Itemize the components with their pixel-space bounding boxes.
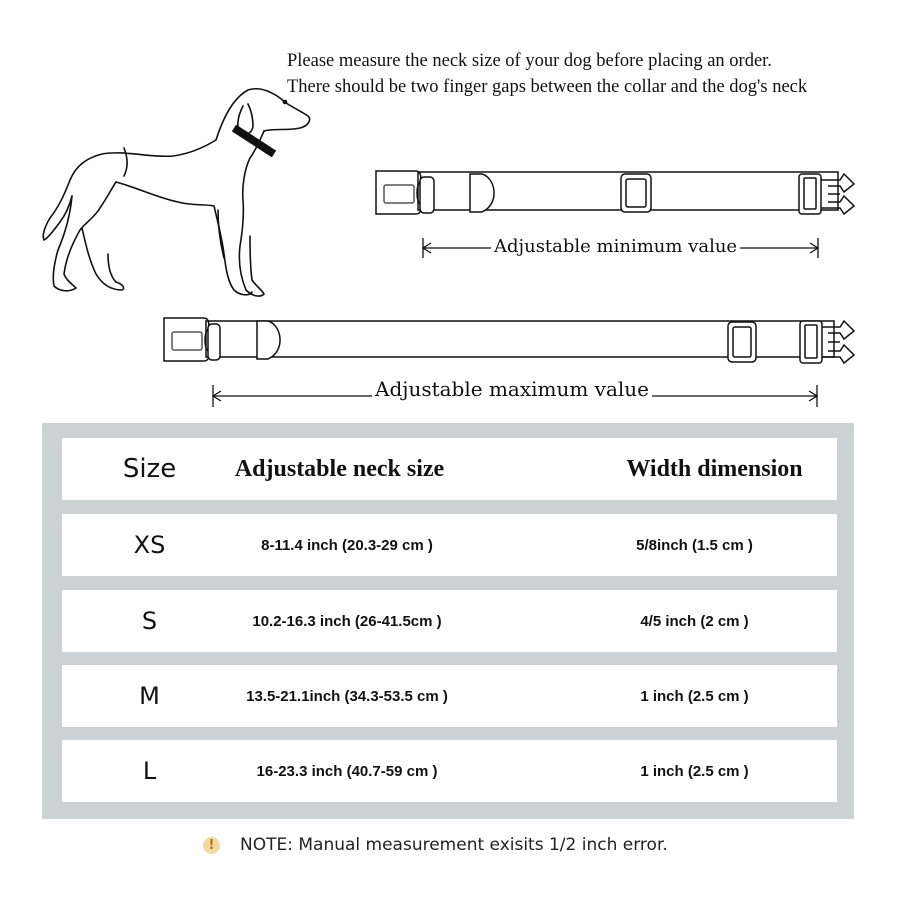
width-l: 1 inch (2.5 cm )	[640, 762, 749, 780]
exclamation-icon: !	[203, 837, 220, 854]
table-row	[62, 590, 837, 652]
size-table	[42, 423, 854, 819]
size-s: S	[141, 607, 158, 635]
width-xs: 5/8inch (1.5 cm )	[636, 536, 753, 554]
instructions	[287, 48, 807, 100]
header-neck-size: Adjustable neck size	[234, 455, 445, 482]
header-size: Size	[122, 454, 177, 484]
collar-min-label: Adjustable minimum value	[491, 236, 740, 257]
note-text: NOTE: Manual measurement exisits 1/2 inch error.	[240, 835, 668, 855]
dog-illustration-icon	[38, 78, 318, 308]
table-row	[62, 740, 837, 802]
table-row	[62, 514, 837, 576]
width-s: 4/5 inch (2 cm )	[640, 612, 749, 630]
table-header-row	[62, 438, 837, 500]
neck-size-l: 16-23.3 inch (40.7-59 cm )	[256, 762, 438, 780]
size-l: L	[142, 757, 157, 785]
collar-min-illustration	[374, 168, 864, 228]
size-m: M	[139, 682, 160, 710]
neck-size-s: 10.2-16.3 inch (26-41.5cm )	[252, 612, 442, 630]
size-xs: XS	[133, 531, 166, 559]
measurement-note	[200, 835, 668, 855]
table-row	[62, 665, 837, 727]
collar-max-illustration	[162, 315, 862, 375]
header-width: Width dimension	[626, 455, 803, 482]
collar-max-label: Adjustable maximum value	[372, 377, 652, 401]
neck-size-m: 13.5-21.1inch (34.3-53.5 cm )	[246, 687, 448, 705]
width-m: 1 inch (2.5 cm )	[640, 687, 749, 705]
instruction-line-1: Please measure the neck size of your dog before placing an order.	[287, 51, 772, 71]
instruction-line-2: There should be two finger gaps between the collar and the dog's neck	[287, 77, 808, 97]
neck-size-xs: 8-11.4 inch (20.3-29 cm )	[261, 536, 433, 554]
